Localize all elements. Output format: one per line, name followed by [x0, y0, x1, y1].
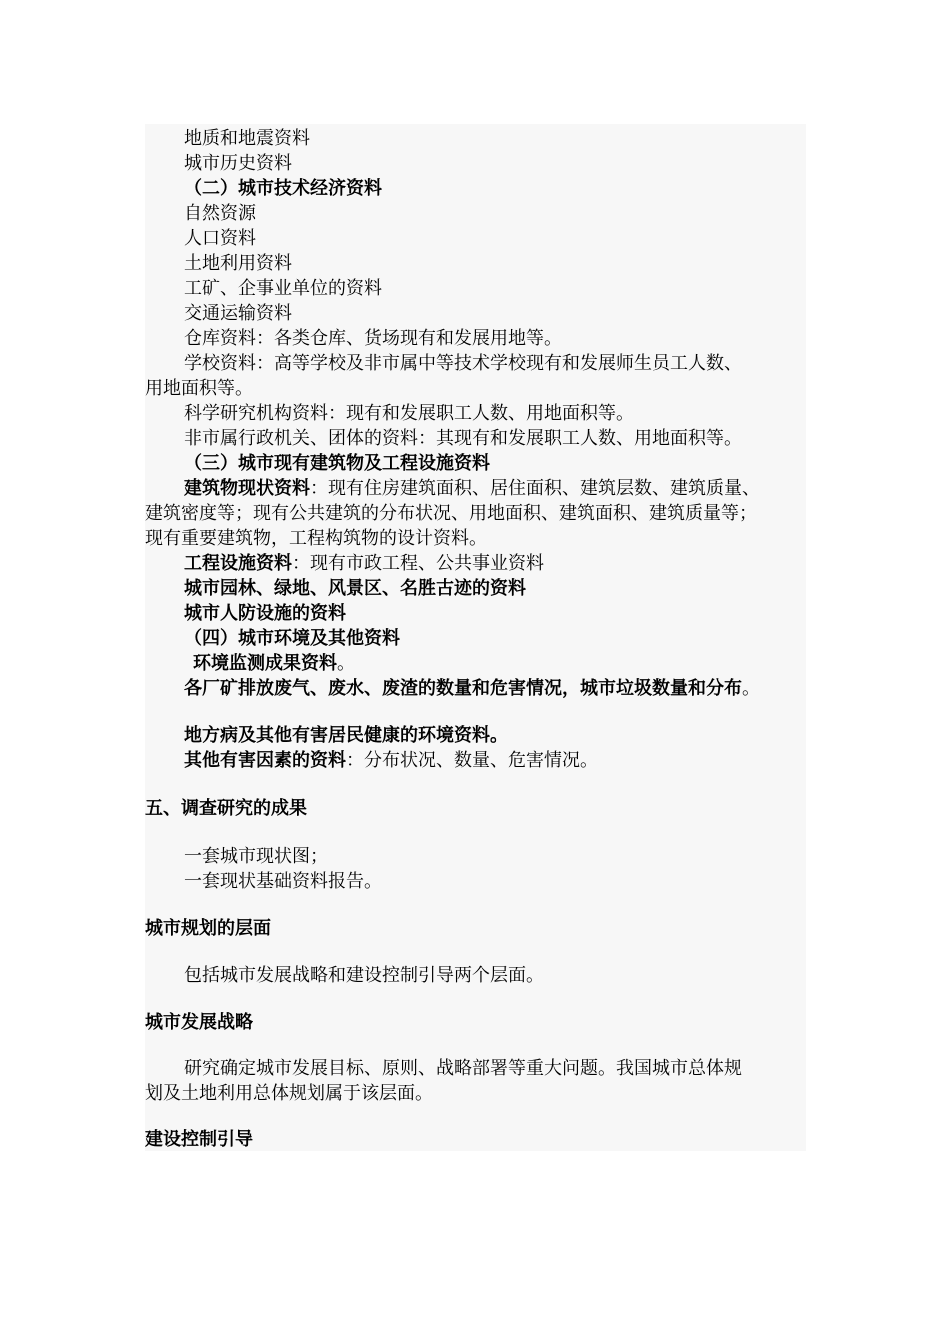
bold-label: 工程设施资料	[184, 553, 292, 574]
text-line: 仓库资料：各类仓库、货场现有和发展用地等。	[184, 328, 562, 349]
text-line: 科学研究机构资料：现有和发展职工人数、用地面积等。	[184, 403, 634, 424]
section-heading: 建设控制引导	[145, 1129, 253, 1150]
text-line: 非市属行政机关、团体的资料：其现有和发展职工人数、用地面积等。	[184, 428, 742, 449]
text-line: 地质和地震资料	[184, 128, 310, 149]
text-line: 现有重要建筑物，工程构筑物的设计资料。	[145, 528, 487, 549]
bold-label: 建筑物现状资料	[184, 478, 310, 499]
text-line	[145, 651, 858, 676]
text-span: ：现有住房建筑面积、居住面积、建筑层数、建筑质量、	[310, 478, 760, 499]
text-line: 交通运输资料	[184, 303, 292, 324]
text-line: 一套城市现状图；	[184, 846, 328, 867]
bold-line: 地方病及其他有害居民健康的环境资料。	[184, 725, 508, 746]
text-line	[145, 676, 849, 701]
section-heading: （三）城市现有建筑物及工程设施资料	[184, 453, 490, 474]
bold-label: 各厂矿排放废气、废水、废渣的数量和危害情况，城市垃圾数量和分布	[184, 678, 742, 699]
text-span: ：现有市政工程、公共事业资料	[292, 553, 544, 574]
text-line: 包括城市发展战略和建设控制引导两个层面。	[184, 965, 544, 986]
text-line: 工矿、企事业单位的资料	[184, 278, 382, 299]
text-line: 城市历史资料	[184, 153, 292, 174]
section-heading: （四）城市环境及其他资料	[184, 628, 400, 649]
section-heading: 城市规划的层面	[145, 918, 271, 939]
text-line: 自然资源	[184, 203, 256, 224]
bold-line: 城市人防设施的资料	[184, 603, 346, 624]
text-line: 研究确定城市发展目标、原则、战略部署等重大问题。我国城市总体规	[184, 1058, 742, 1079]
text-line: 建筑密度等；现有公共建筑的分布状况、用地面积、建筑面积、建筑质量等；	[145, 503, 757, 524]
text-span: ：分布状况、数量、危害情况。	[346, 750, 598, 771]
text-span: 。	[742, 678, 760, 699]
text-line: 一套现状基础资料报告。	[184, 871, 382, 892]
section-heading: 五、调查研究的成果	[145, 798, 307, 819]
text-line: 学校资料：高等学校及非市属中等技术学校现有和发展师生员工人数、	[184, 353, 742, 374]
bold-label: 环境监测成果资料	[193, 653, 337, 674]
text-line	[145, 551, 849, 576]
text-line: 划及土地利用总体规划属于该层面。	[145, 1083, 433, 1104]
document-body	[145, 124, 806, 1151]
text-span: 。	[337, 653, 355, 674]
text-line	[145, 748, 849, 773]
section-heading: （二）城市技术经济资料	[184, 178, 382, 199]
bold-label: 其他有害因素的资料	[184, 750, 346, 771]
bold-line: 城市园林、绿地、风景区、名胜古迹的资料	[184, 578, 526, 599]
text-line: 用地面积等。	[145, 378, 253, 399]
text-line: 人口资料	[184, 228, 256, 249]
text-line: 土地利用资料	[184, 253, 292, 274]
section-heading: 城市发展战略	[145, 1012, 253, 1033]
text-line	[145, 476, 849, 501]
